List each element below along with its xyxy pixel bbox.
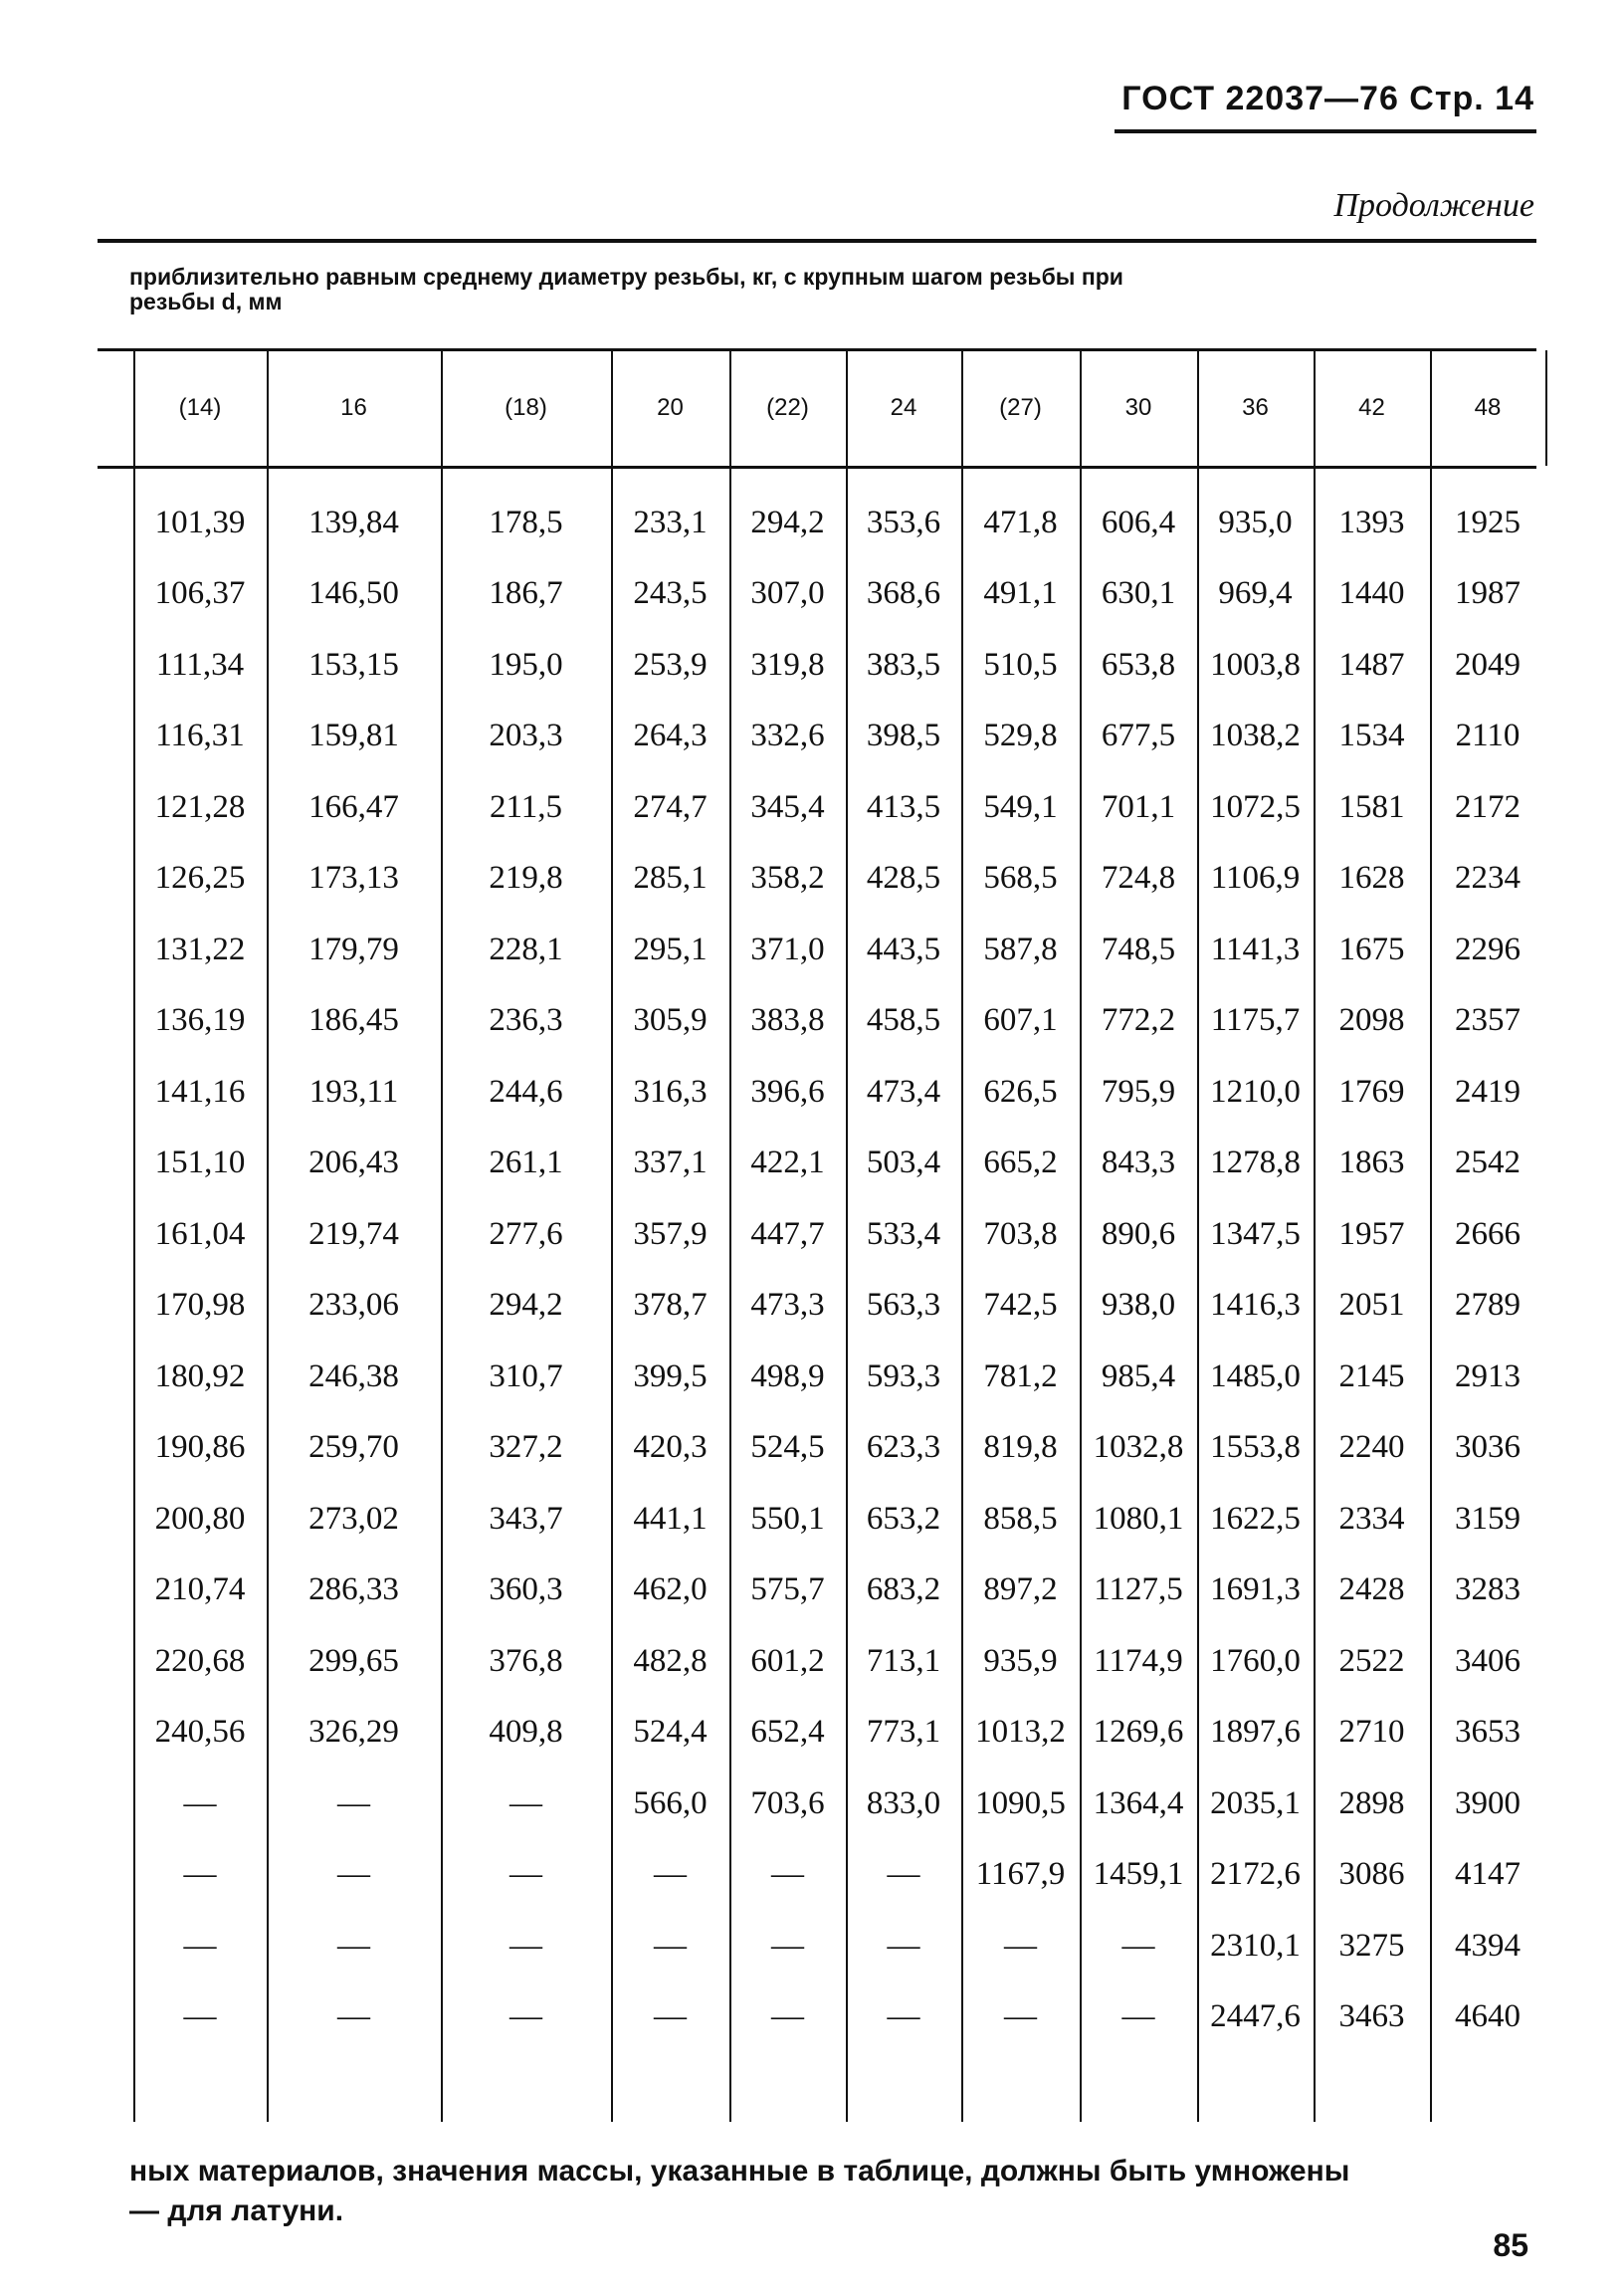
table-cell: 2110 — [1455, 718, 1521, 753]
table-cell: — — [183, 1856, 217, 1892]
table-cell: 1987 — [1455, 575, 1521, 611]
column-header: 20 — [657, 394, 684, 421]
table-cell: — — [509, 1856, 542, 1892]
table-cell: 1127,5 — [1094, 1571, 1183, 1607]
table-cell: 141,16 — [154, 1073, 246, 1110]
table-cell: — — [1121, 1998, 1155, 2034]
table-cell: 186,7 — [489, 575, 563, 611]
table-cell: 772,2 — [1101, 1002, 1176, 1038]
caption-line-1: приблизительно равным среднему диаметру резьбы, кг, с крупным шагом резьбы при — [129, 264, 1123, 290]
column-header: (18) — [505, 394, 547, 421]
table-cell: 326,29 — [308, 1714, 399, 1750]
table-cell: 360,3 — [489, 1571, 563, 1607]
table-cell: 462,0 — [633, 1571, 708, 1607]
table-cell: 396,6 — [750, 1073, 825, 1110]
footer-line-2: — для латуни. — [129, 2194, 344, 2227]
table-cell: 3406 — [1455, 1642, 1521, 1679]
table-cell: 383,8 — [750, 1002, 825, 1038]
table-cell: 935,9 — [983, 1642, 1058, 1679]
table-cell: — — [771, 1998, 804, 2034]
table-cell: 170,98 — [154, 1287, 246, 1323]
table-cell: — — [509, 1927, 542, 1964]
table-cell: 307,0 — [750, 575, 825, 611]
table-cell: 1553,8 — [1210, 1429, 1301, 1465]
table-cell: — — [654, 1998, 687, 2034]
table-cell: 1090,5 — [975, 1784, 1066, 1821]
table-cell: 724,8 — [1101, 860, 1176, 896]
table-cell: 399,5 — [633, 1357, 708, 1394]
table-cell: 441,1 — [633, 1500, 708, 1537]
table-cell: 219,8 — [489, 860, 563, 896]
table-cell: — — [654, 1856, 687, 1892]
table-cell: 294,2 — [489, 1287, 563, 1323]
table-cell: 1925 — [1455, 504, 1521, 540]
table-cell: 1013,2 — [975, 1714, 1066, 1750]
table-cell: 623,3 — [866, 1429, 941, 1465]
table-cell: — — [887, 1856, 920, 1892]
table-cell: 353,6 — [866, 504, 941, 540]
table-cell: 2240 — [1338, 1429, 1405, 1465]
table-cell: 136,19 — [154, 1002, 246, 1038]
table-cell: 833,0 — [866, 1784, 941, 1821]
table-cell: 383,5 — [866, 646, 941, 683]
table-cell: — — [509, 1784, 542, 1821]
table-cell: 630,1 — [1101, 575, 1176, 611]
table-cell: 969,4 — [1218, 575, 1293, 611]
table-cell: 795,9 — [1101, 1073, 1176, 1110]
table-cell: 3275 — [1338, 1927, 1405, 1964]
table-cell: 1691,3 — [1210, 1571, 1301, 1607]
table-cell: 1032,8 — [1093, 1429, 1184, 1465]
column-header: (14) — [178, 394, 222, 421]
table-cell: 422,1 — [750, 1145, 825, 1180]
table-cell: — — [771, 1856, 804, 1892]
table-cell: 285,1 — [633, 860, 708, 896]
table-cell: 550,1 — [750, 1500, 825, 1537]
table-cell: 277,6 — [489, 1215, 563, 1252]
table-cell: 2234 — [1455, 860, 1521, 896]
table-cell: 1485,0 — [1210, 1357, 1301, 1394]
table-cell: 985,4 — [1101, 1357, 1176, 1394]
table-cell: 190,86 — [154, 1429, 246, 1465]
table-cell: 178,5 — [489, 504, 563, 540]
table-cell: — — [183, 1998, 217, 2034]
table-cell: 1072,5 — [1210, 788, 1301, 825]
table-cell: 781,2 — [983, 1357, 1058, 1394]
table-cell: 294,2 — [750, 504, 825, 540]
table-cell: — — [183, 1784, 217, 1821]
table-cell: 146,50 — [308, 575, 399, 611]
table-cell: 1167,9 — [975, 1856, 1066, 1892]
table-cell: 2172 — [1455, 788, 1521, 825]
table-cell: 337,1 — [633, 1145, 708, 1180]
table-cell: 316,3 — [633, 1073, 708, 1110]
table-cell: 2666 — [1455, 1215, 1521, 1252]
table-cell: — — [337, 1856, 370, 1892]
table-cell: 253,9 — [633, 646, 708, 683]
table-cell: 116,31 — [155, 718, 245, 753]
table-cell: 2310,1 — [1210, 1927, 1301, 1964]
table-cell: 179,79 — [308, 931, 399, 967]
table-cell: 938,0 — [1101, 1287, 1176, 1323]
table-cell: 2447,6 — [1210, 1998, 1301, 2034]
table-cell: 409,8 — [489, 1714, 563, 1750]
table-cell: 890,6 — [1101, 1215, 1176, 1252]
table-cell: 1534 — [1338, 718, 1405, 753]
table-cell: 458,5 — [866, 1002, 941, 1038]
column-header: 24 — [890, 394, 917, 421]
table-right-border — [1545, 350, 1547, 466]
table-cell: 1141,3 — [1210, 931, 1301, 967]
table-cell: 498,9 — [750, 1357, 825, 1394]
table-cell: 601,2 — [750, 1642, 825, 1679]
table-cell: 473,4 — [866, 1073, 941, 1110]
table-cell: 1175,7 — [1210, 1002, 1301, 1038]
table-cell: 299,65 — [308, 1642, 399, 1679]
table-cell: 524,5 — [750, 1429, 825, 1465]
table-cell: — — [654, 1927, 687, 1964]
table-cell: 259,70 — [308, 1429, 399, 1465]
table-cell: 683,2 — [866, 1571, 941, 1607]
table-cell: 1675 — [1338, 931, 1405, 967]
table-cell: 510,5 — [983, 646, 1058, 683]
table-cell: 2172,6 — [1210, 1856, 1301, 1892]
table-cell: 1459,1 — [1093, 1856, 1184, 1892]
page-header-title: ГОСТ 22037—76 Стр. 14 — [1121, 80, 1534, 117]
continuation-label: Продолжение — [1333, 187, 1534, 224]
table-cell: 200,80 — [154, 1500, 246, 1537]
table-cell: 121,28 — [154, 788, 246, 825]
table-cell: 607,1 — [983, 1002, 1058, 1038]
footer-note — [129, 2152, 1542, 2231]
table-cell: 677,5 — [1101, 718, 1176, 753]
footer-line-1: ных материалов, значения массы, указанные в таблице, должны быть умножены — [129, 2155, 1350, 2187]
table-cell: 2296 — [1455, 931, 1521, 967]
table-cell: 195,0 — [489, 646, 563, 683]
table-cell: 246,38 — [308, 1357, 399, 1394]
table-cell: 653,2 — [866, 1500, 941, 1537]
table-cell: 101,39 — [154, 504, 246, 540]
table-cell: 210,74 — [154, 1571, 246, 1607]
table-cell: 264,3 — [633, 718, 708, 753]
table-cell: 3086 — [1338, 1856, 1405, 1892]
table-cell: 420,3 — [633, 1429, 708, 1465]
table-cell: 2049 — [1455, 646, 1521, 683]
header-underline — [1115, 129, 1536, 133]
table-cell: 180,92 — [154, 1357, 246, 1394]
table-cell: 327,2 — [489, 1429, 563, 1465]
table-cell: 111,34 — [155, 646, 245, 683]
table-cell: 153,15 — [308, 646, 399, 683]
table-cell: 1760,0 — [1210, 1642, 1301, 1679]
table-cell: 1581 — [1338, 788, 1405, 825]
table-cell: 1106,9 — [1210, 860, 1301, 896]
table-cell: 332,6 — [750, 718, 825, 753]
column-header: 42 — [1358, 394, 1385, 421]
table-cell: 261,1 — [489, 1145, 563, 1180]
table-cell: 443,5 — [866, 931, 941, 967]
table-cell: — — [337, 1784, 370, 1821]
table-cell: 2898 — [1338, 1784, 1405, 1821]
table-caption — [129, 265, 1423, 314]
table-cell: 243,5 — [633, 575, 708, 611]
table-cell: 1863 — [1338, 1145, 1405, 1180]
table-cell: 568,5 — [983, 860, 1058, 896]
table-cell: 935,0 — [1218, 504, 1293, 540]
table-cell: 186,45 — [308, 1002, 399, 1038]
table-cell: 131,22 — [154, 931, 246, 967]
table-cell: 665,2 — [983, 1145, 1058, 1180]
table-cell: 653,8 — [1101, 646, 1176, 683]
table-cell: 473,3 — [750, 1287, 825, 1323]
table-cell: 566,0 — [633, 1784, 708, 1821]
table-cell: 4640 — [1455, 1998, 1521, 2034]
table-cell: 398,5 — [866, 718, 941, 753]
table-cell: 305,9 — [633, 1002, 708, 1038]
table-cell: 295,1 — [633, 931, 708, 967]
table-cell: 652,4 — [750, 1714, 825, 1750]
table-cell: 773,1 — [866, 1714, 941, 1750]
table-cell: 843,3 — [1101, 1145, 1176, 1180]
table-cell: 587,8 — [983, 931, 1058, 967]
table-cell: 3900 — [1455, 1784, 1521, 1821]
table-cell: 819,8 — [983, 1429, 1058, 1465]
table-cell: 193,11 — [308, 1073, 399, 1110]
table-cell: 3283 — [1455, 1571, 1521, 1607]
table-cell: 748,5 — [1101, 931, 1176, 967]
table-cell: 4394 — [1455, 1927, 1521, 1964]
column-header: (22) — [766, 394, 809, 421]
table-cell: 161,04 — [154, 1215, 246, 1252]
table-cell: — — [887, 1998, 920, 2034]
table-cell: 2428 — [1338, 1571, 1405, 1607]
table-cell: 286,33 — [308, 1571, 399, 1607]
table-cell: 1416,3 — [1210, 1287, 1301, 1323]
table-cell: 858,5 — [983, 1500, 1058, 1537]
table-cell: 563,3 — [866, 1287, 941, 1323]
table-cell: 626,5 — [983, 1073, 1058, 1110]
table-cell: 4147 — [1455, 1856, 1521, 1892]
table-cell: 166,47 — [308, 788, 399, 825]
table-cell: 524,4 — [633, 1714, 708, 1750]
table-cell: 2710 — [1338, 1714, 1405, 1750]
table-cell: 378,7 — [633, 1287, 708, 1323]
table-cell: 491,1 — [983, 575, 1058, 611]
table-cell: 1897,6 — [1210, 1714, 1301, 1750]
table-cell: — — [1004, 1927, 1037, 1964]
table-cell: 274,7 — [633, 788, 708, 825]
caption-line-2: резьбы d, мм — [129, 289, 283, 314]
table-cell: 358,2 — [750, 860, 825, 896]
table-cell: 3653 — [1455, 1714, 1521, 1750]
table-cell: 503,4 — [866, 1145, 941, 1180]
table-cell: — — [887, 1927, 920, 1964]
page-number: 85 — [1493, 2227, 1528, 2263]
table-cell: 211,5 — [489, 788, 563, 825]
table-cell: 139,84 — [308, 504, 399, 540]
table-cell: 1080,1 — [1093, 1500, 1184, 1537]
table-cell: 345,4 — [750, 788, 825, 825]
table-cell: 1038,2 — [1210, 718, 1301, 753]
column-header: (27) — [999, 394, 1042, 421]
table-cell: 1769 — [1338, 1073, 1405, 1110]
table-cell: 575,7 — [750, 1571, 825, 1607]
table-cell: 273,02 — [308, 1500, 399, 1537]
table-cell: 529,8 — [983, 718, 1058, 753]
table-cell: 310,7 — [489, 1357, 563, 1394]
table-top-divider — [98, 239, 1536, 243]
table-cell: 713,1 — [866, 1642, 941, 1679]
table-cell: 240,56 — [154, 1714, 246, 1750]
table-cell: 2035,1 — [1210, 1784, 1301, 1821]
table-cell: 343,7 — [489, 1500, 563, 1537]
table-cell: 106,37 — [154, 575, 246, 611]
table-cell: 233,1 — [633, 504, 708, 540]
table-cell: 3159 — [1455, 1500, 1521, 1537]
table-cell: 1347,5 — [1210, 1215, 1301, 1252]
table-cell: 220,68 — [154, 1642, 246, 1679]
table-cell: 2522 — [1338, 1642, 1405, 1679]
table-cell: 151,10 — [154, 1145, 246, 1180]
table-cell: 2913 — [1455, 1357, 1521, 1394]
table-cell: 1003,8 — [1210, 646, 1301, 683]
column-header: 36 — [1242, 394, 1269, 421]
table-cell: — — [1004, 1998, 1037, 2034]
table-cell: 319,8 — [750, 646, 825, 683]
table-cell: 471,8 — [983, 504, 1058, 540]
table-cell: 203,3 — [489, 718, 563, 753]
column-header: 16 — [340, 394, 367, 421]
table-cell: — — [509, 1998, 542, 2034]
table-cell: 371,0 — [750, 931, 825, 967]
table-cell: 1957 — [1338, 1215, 1405, 1252]
table-cell: 2051 — [1338, 1287, 1405, 1323]
table-cell: 897,2 — [983, 1571, 1058, 1607]
table-cell: 593,3 — [866, 1357, 941, 1394]
table-cell: 1622,5 — [1210, 1500, 1301, 1537]
table-cell: — — [183, 1927, 217, 1964]
table-cell: 447,7 — [750, 1215, 825, 1252]
table-cell: 2419 — [1455, 1073, 1521, 1110]
table-cell: 1278,8 — [1210, 1145, 1301, 1180]
table-cell: 1269,6 — [1093, 1714, 1184, 1750]
table-cell: 236,3 — [489, 1002, 563, 1038]
table-cell: — — [337, 1927, 370, 1964]
table-cell: — — [1121, 1927, 1155, 1964]
table-cell: 244,6 — [489, 1073, 563, 1110]
table-cell: 173,13 — [308, 860, 399, 896]
table-cell: 742,5 — [983, 1287, 1058, 1323]
table-cell: 3036 — [1455, 1429, 1521, 1465]
table-cell: 1364,4 — [1093, 1784, 1184, 1821]
table-cell: 428,5 — [866, 860, 941, 896]
table-cell: 3463 — [1338, 1998, 1405, 2034]
table-cell: 606,4 — [1101, 504, 1176, 540]
table-cell: 228,1 — [489, 931, 563, 967]
table-cell: 2542 — [1455, 1145, 1521, 1180]
table-cell: 482,8 — [633, 1642, 708, 1679]
table-cell: 2334 — [1338, 1500, 1405, 1537]
column-header: 48 — [1474, 394, 1502, 421]
table-cell: 533,4 — [866, 1215, 941, 1252]
table-cell: 703,8 — [983, 1215, 1058, 1252]
table-cell: 1210,0 — [1210, 1073, 1301, 1110]
table-cell: 376,8 — [489, 1642, 563, 1679]
table-cell: 368,6 — [866, 575, 941, 611]
table-cell: 2357 — [1455, 1002, 1521, 1038]
table-cell: — — [771, 1927, 804, 1964]
table-cell: 1174,9 — [1094, 1642, 1183, 1679]
header-row-bottom-rule — [98, 466, 1536, 469]
table-cell: 2789 — [1455, 1287, 1521, 1323]
table-cell: 219,74 — [308, 1215, 399, 1252]
table-cell: 159,81 — [308, 718, 399, 753]
table-cell: 1440 — [1338, 575, 1405, 611]
column-header: 30 — [1124, 394, 1152, 421]
table-cell: 233,06 — [308, 1287, 399, 1323]
table-cell: 701,1 — [1101, 788, 1176, 825]
table-cell: 549,1 — [983, 788, 1058, 825]
table-cell: 703,6 — [750, 1784, 825, 1821]
table-cell: 1628 — [1338, 860, 1405, 896]
table-cell: 2145 — [1338, 1357, 1405, 1394]
table-cell: 357,9 — [633, 1215, 708, 1252]
table-cell: 206,43 — [308, 1145, 399, 1180]
table-cell: 1393 — [1338, 504, 1405, 540]
table-cell: 2098 — [1338, 1002, 1405, 1038]
table-cell: 126,25 — [154, 860, 246, 896]
table-cell: — — [337, 1998, 370, 2034]
table-cell: 413,5 — [866, 788, 941, 825]
table-cell: 1487 — [1338, 646, 1405, 683]
